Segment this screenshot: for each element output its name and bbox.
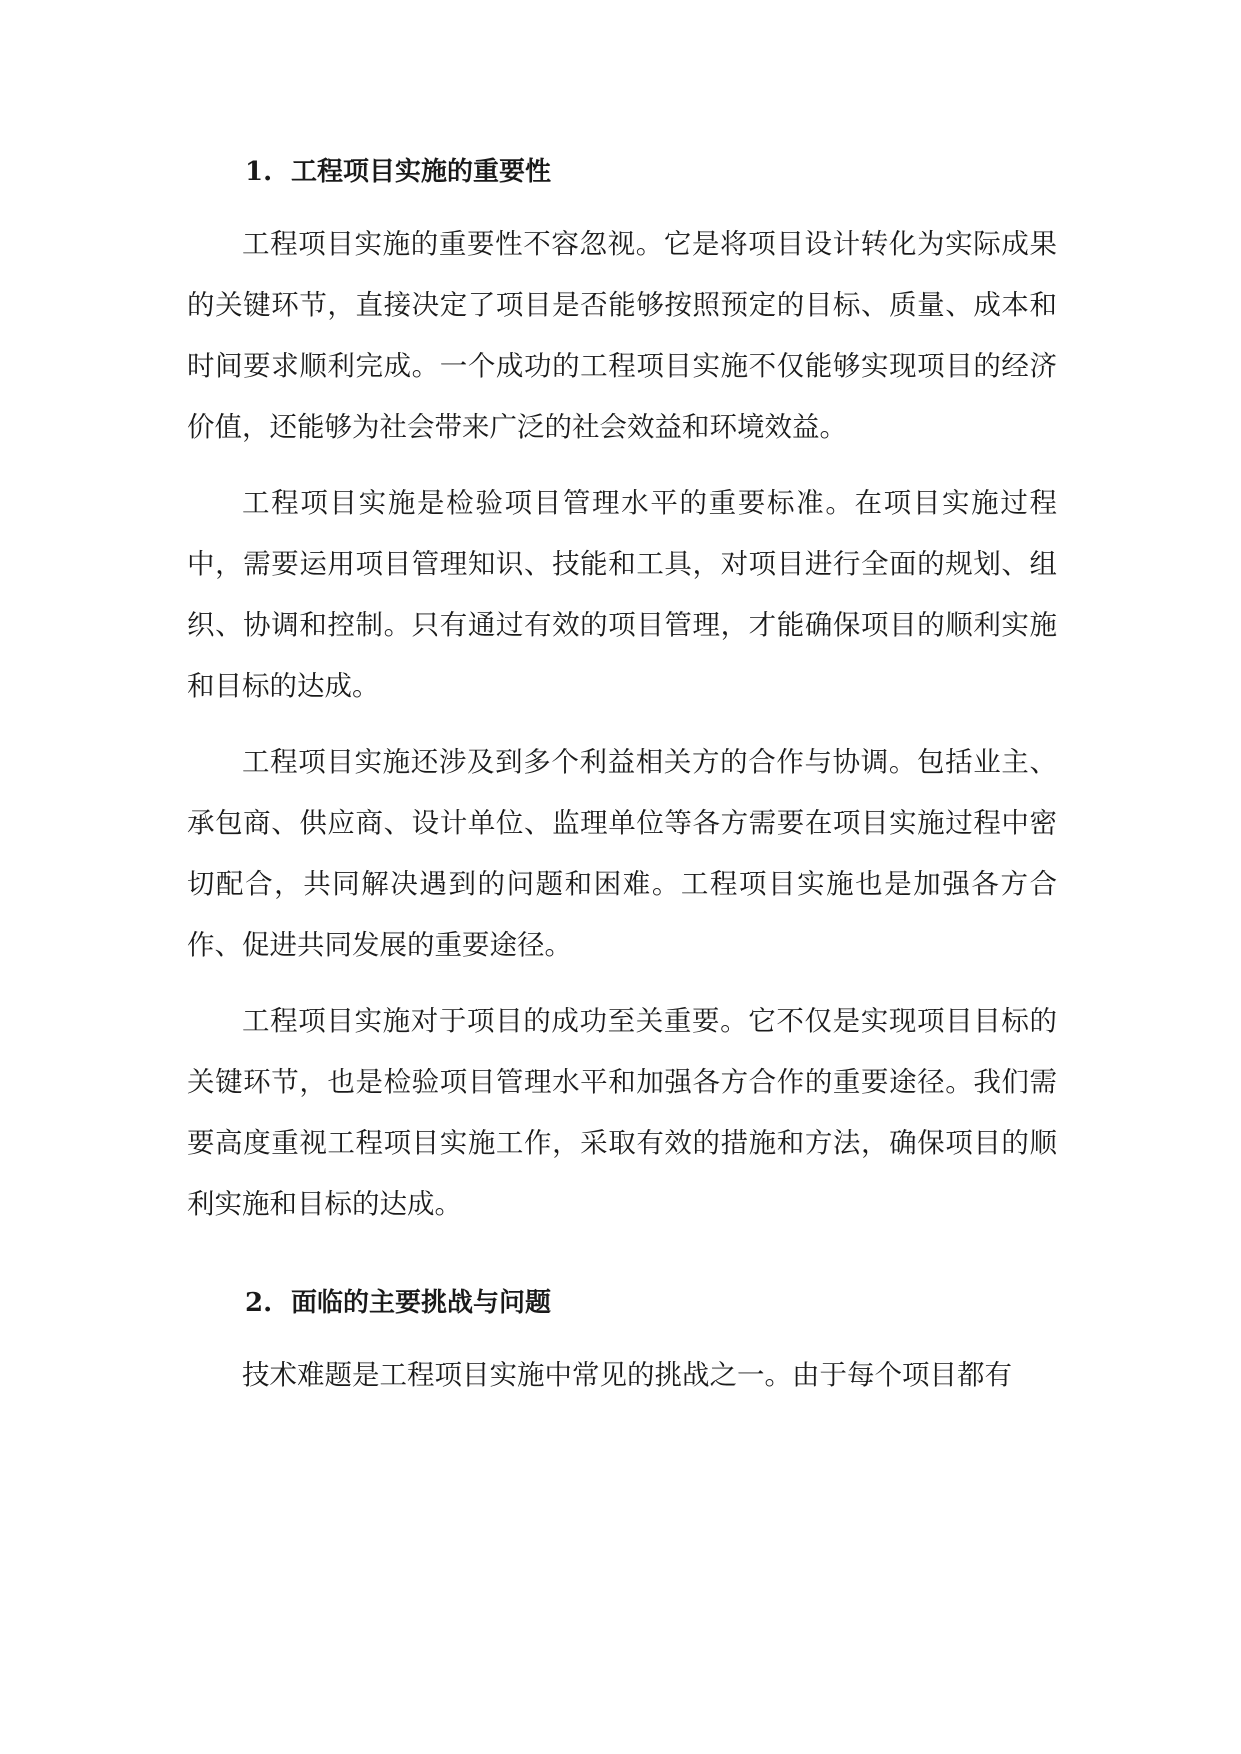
section-title: 面临的主要挑战与问题	[291, 1288, 552, 1318]
section-number: 2.	[245, 1288, 273, 1318]
section-heading-1	[187, 146, 1057, 198]
paragraph: 工程项目实施是检验项目管理水平的重要标准。在项目实施过程中，需要运用项目管理知识、技能和工具，对项目进行全面的规划、组织、协调和控制。只有通过有效的项目管理，才能确保项目的顺利实施和目标的达成。	[187, 487, 1057, 702]
section-number: 1.	[245, 157, 273, 187]
section-heading-2	[187, 1277, 1057, 1329]
paragraph: 技术难题是工程项目实施中常见的挑战之一。由于每个项目都有	[242, 1359, 1012, 1391]
paragraph: 工程项目实施还涉及到多个利益相关方的合作与协调。包括业主、承包商、供应商、设计单位、监理单位等各方需要在项目实施过程中密切配合，共同解决遇到的问题和困难。工程项目实施也是加强各方合作、促进共同发展的重要途径。	[187, 746, 1057, 961]
paragraph: 工程项目实施对于项目的成功至关重要。它不仅是实现项目目标的关键环节，也是检验项目管理水平和加强各方合作的重要途径。我们需要高度重视工程项目实施工作，采取有效的措施和方法，确保项目的顺利实施和目标的达成。	[187, 1005, 1057, 1220]
document-body	[187, 146, 1057, 1406]
section-title: 工程项目实施的重要性	[291, 157, 552, 187]
paragraph: 工程项目实施的重要性不容忽视。它是将项目设计转化为实际成果的关键环节，直接决定了项目是否能够按照预定的目标、质量、成本和时间要求顺利完成。一个成功的工程项目实施不仅能够实现项目的经济价值，还能够为社会带来广泛的社会效益和环境效益。	[187, 228, 1057, 443]
